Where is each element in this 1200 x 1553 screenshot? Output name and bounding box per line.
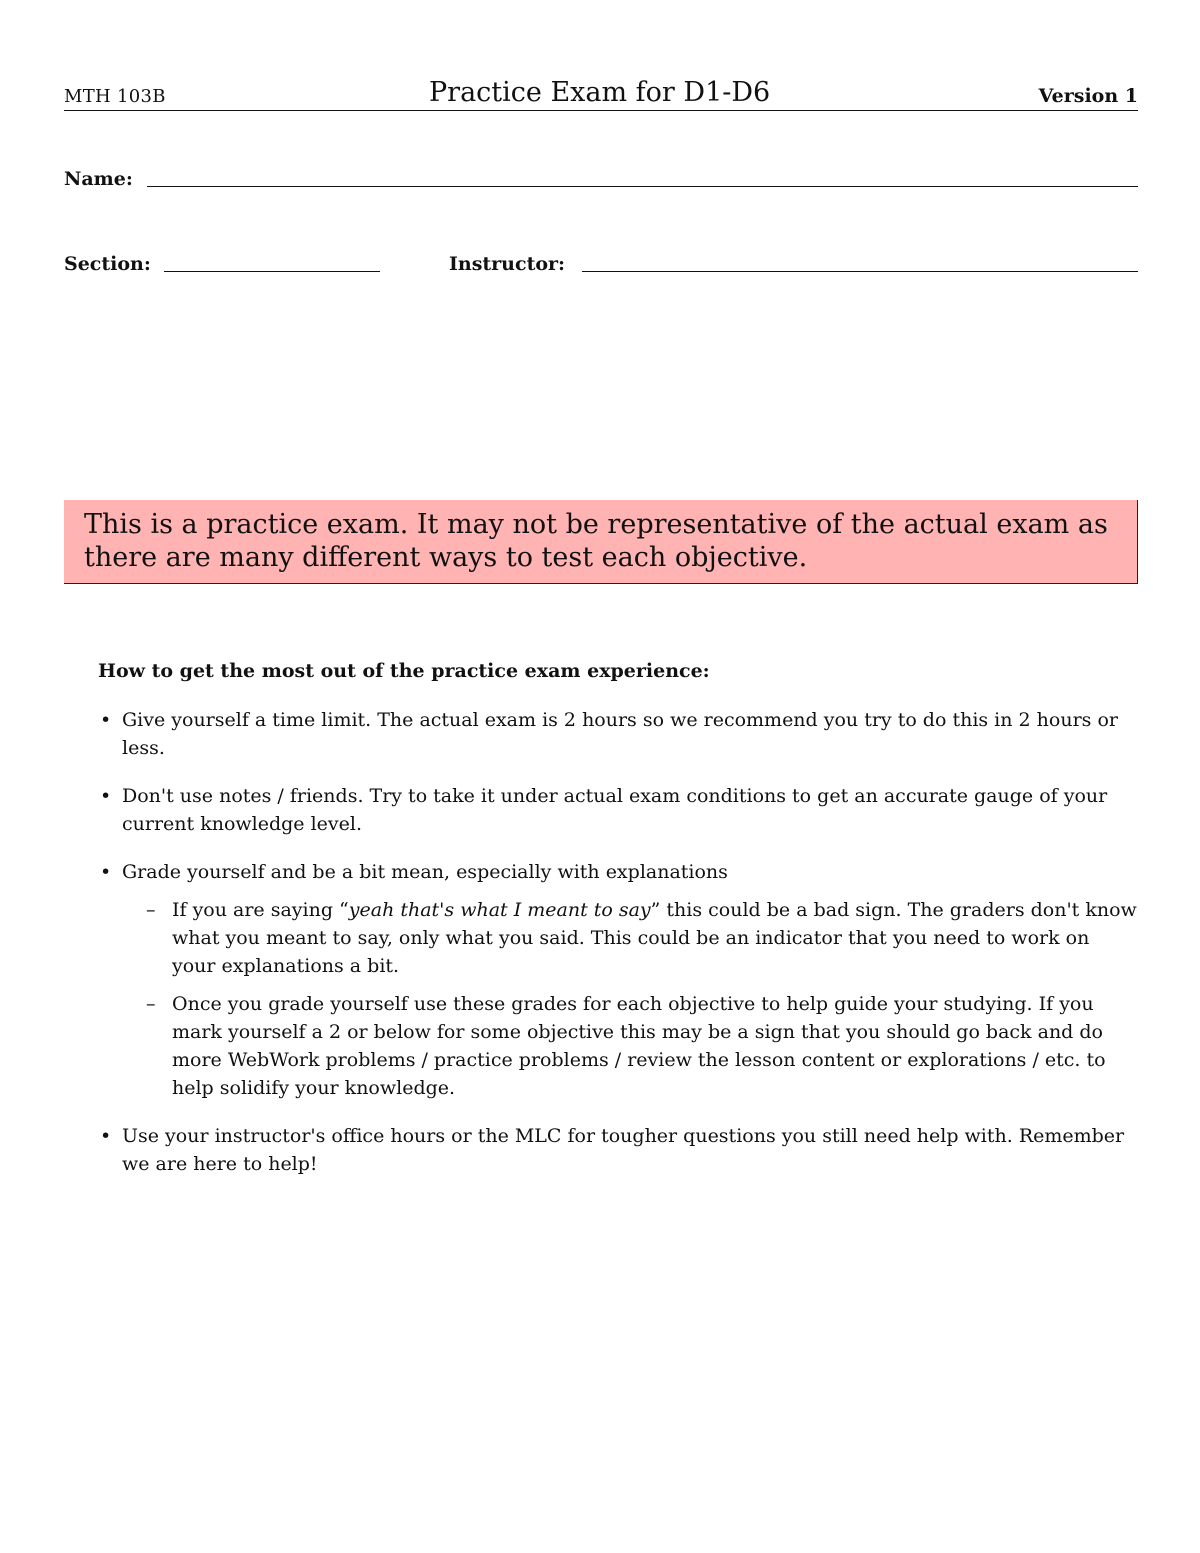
tips-list [98, 706, 1138, 1198]
section-field[interactable] [164, 271, 380, 272]
subtip-quote: yeah that's what I meant to say [348, 899, 651, 921]
list-item [98, 782, 1138, 838]
dash-icon: – [146, 993, 156, 1015]
tip-text: Don't use notes / friends. Try to take it under actual exam conditions to get an accurate gauge of your current knowledge level. [122, 785, 1108, 835]
list-item [98, 706, 1138, 762]
tip-text: Give yourself a time limit. The actual exam is 2 hours so we recommend you try to do this in 2 hours or less. [122, 709, 1118, 759]
list-item [98, 858, 1138, 1102]
instructor-label: Instructor: [449, 253, 566, 275]
name-label: Name: [64, 168, 133, 190]
subtip-text: Once you grade yourself use these grades for each objective to help guide your studying. If you mark yourself a 2 or below for some objective this may be a sign that you should go back and do more WebWork problems / practice problems / review the lesson content or explorations / etc. to help solidify your knowledge. [172, 993, 1106, 1099]
sub-list-item [146, 990, 1138, 1102]
subtip-text-prefix: If you are saying “ [172, 899, 349, 921]
exam-title: Practice Exam for D1-D6 [429, 77, 771, 108]
page-header [64, 76, 1138, 111]
bullet-icon: • [100, 785, 112, 807]
dash-icon: – [146, 899, 156, 921]
tip-text: Grade yourself and be a bit mean, especially with explanations [122, 861, 728, 883]
version-label: Version 1 [1038, 85, 1138, 107]
subtip-text-suffix: ” this could be a bad sign. The graders don't know what you meant to say, only what you said. This could be an indicator that you need to work on your explanations a bit. [172, 899, 1137, 977]
instructor-field[interactable] [582, 271, 1138, 272]
section-label: Section: [64, 253, 151, 275]
practice-notice-box [64, 500, 1138, 584]
name-field[interactable] [147, 186, 1138, 187]
tips-heading: How to get the most out of the practice exam experience: [98, 660, 710, 682]
course-code: MTH 103B [64, 86, 166, 107]
practice-notice-text: This is a practice exam. It may not be representative of the actual exam as there are many different ways to test each objective. [84, 509, 1108, 573]
bullet-icon: • [100, 709, 112, 731]
sub-list-item [146, 896, 1138, 980]
bullet-icon: • [100, 1125, 112, 1147]
sub-list [146, 896, 1138, 1102]
tip-text: Use your instructor's office hours or the MLC for tougher questions you still need help with. Remember we are here to help! [122, 1125, 1125, 1175]
bullet-icon: • [100, 861, 112, 883]
list-item [98, 1122, 1138, 1178]
